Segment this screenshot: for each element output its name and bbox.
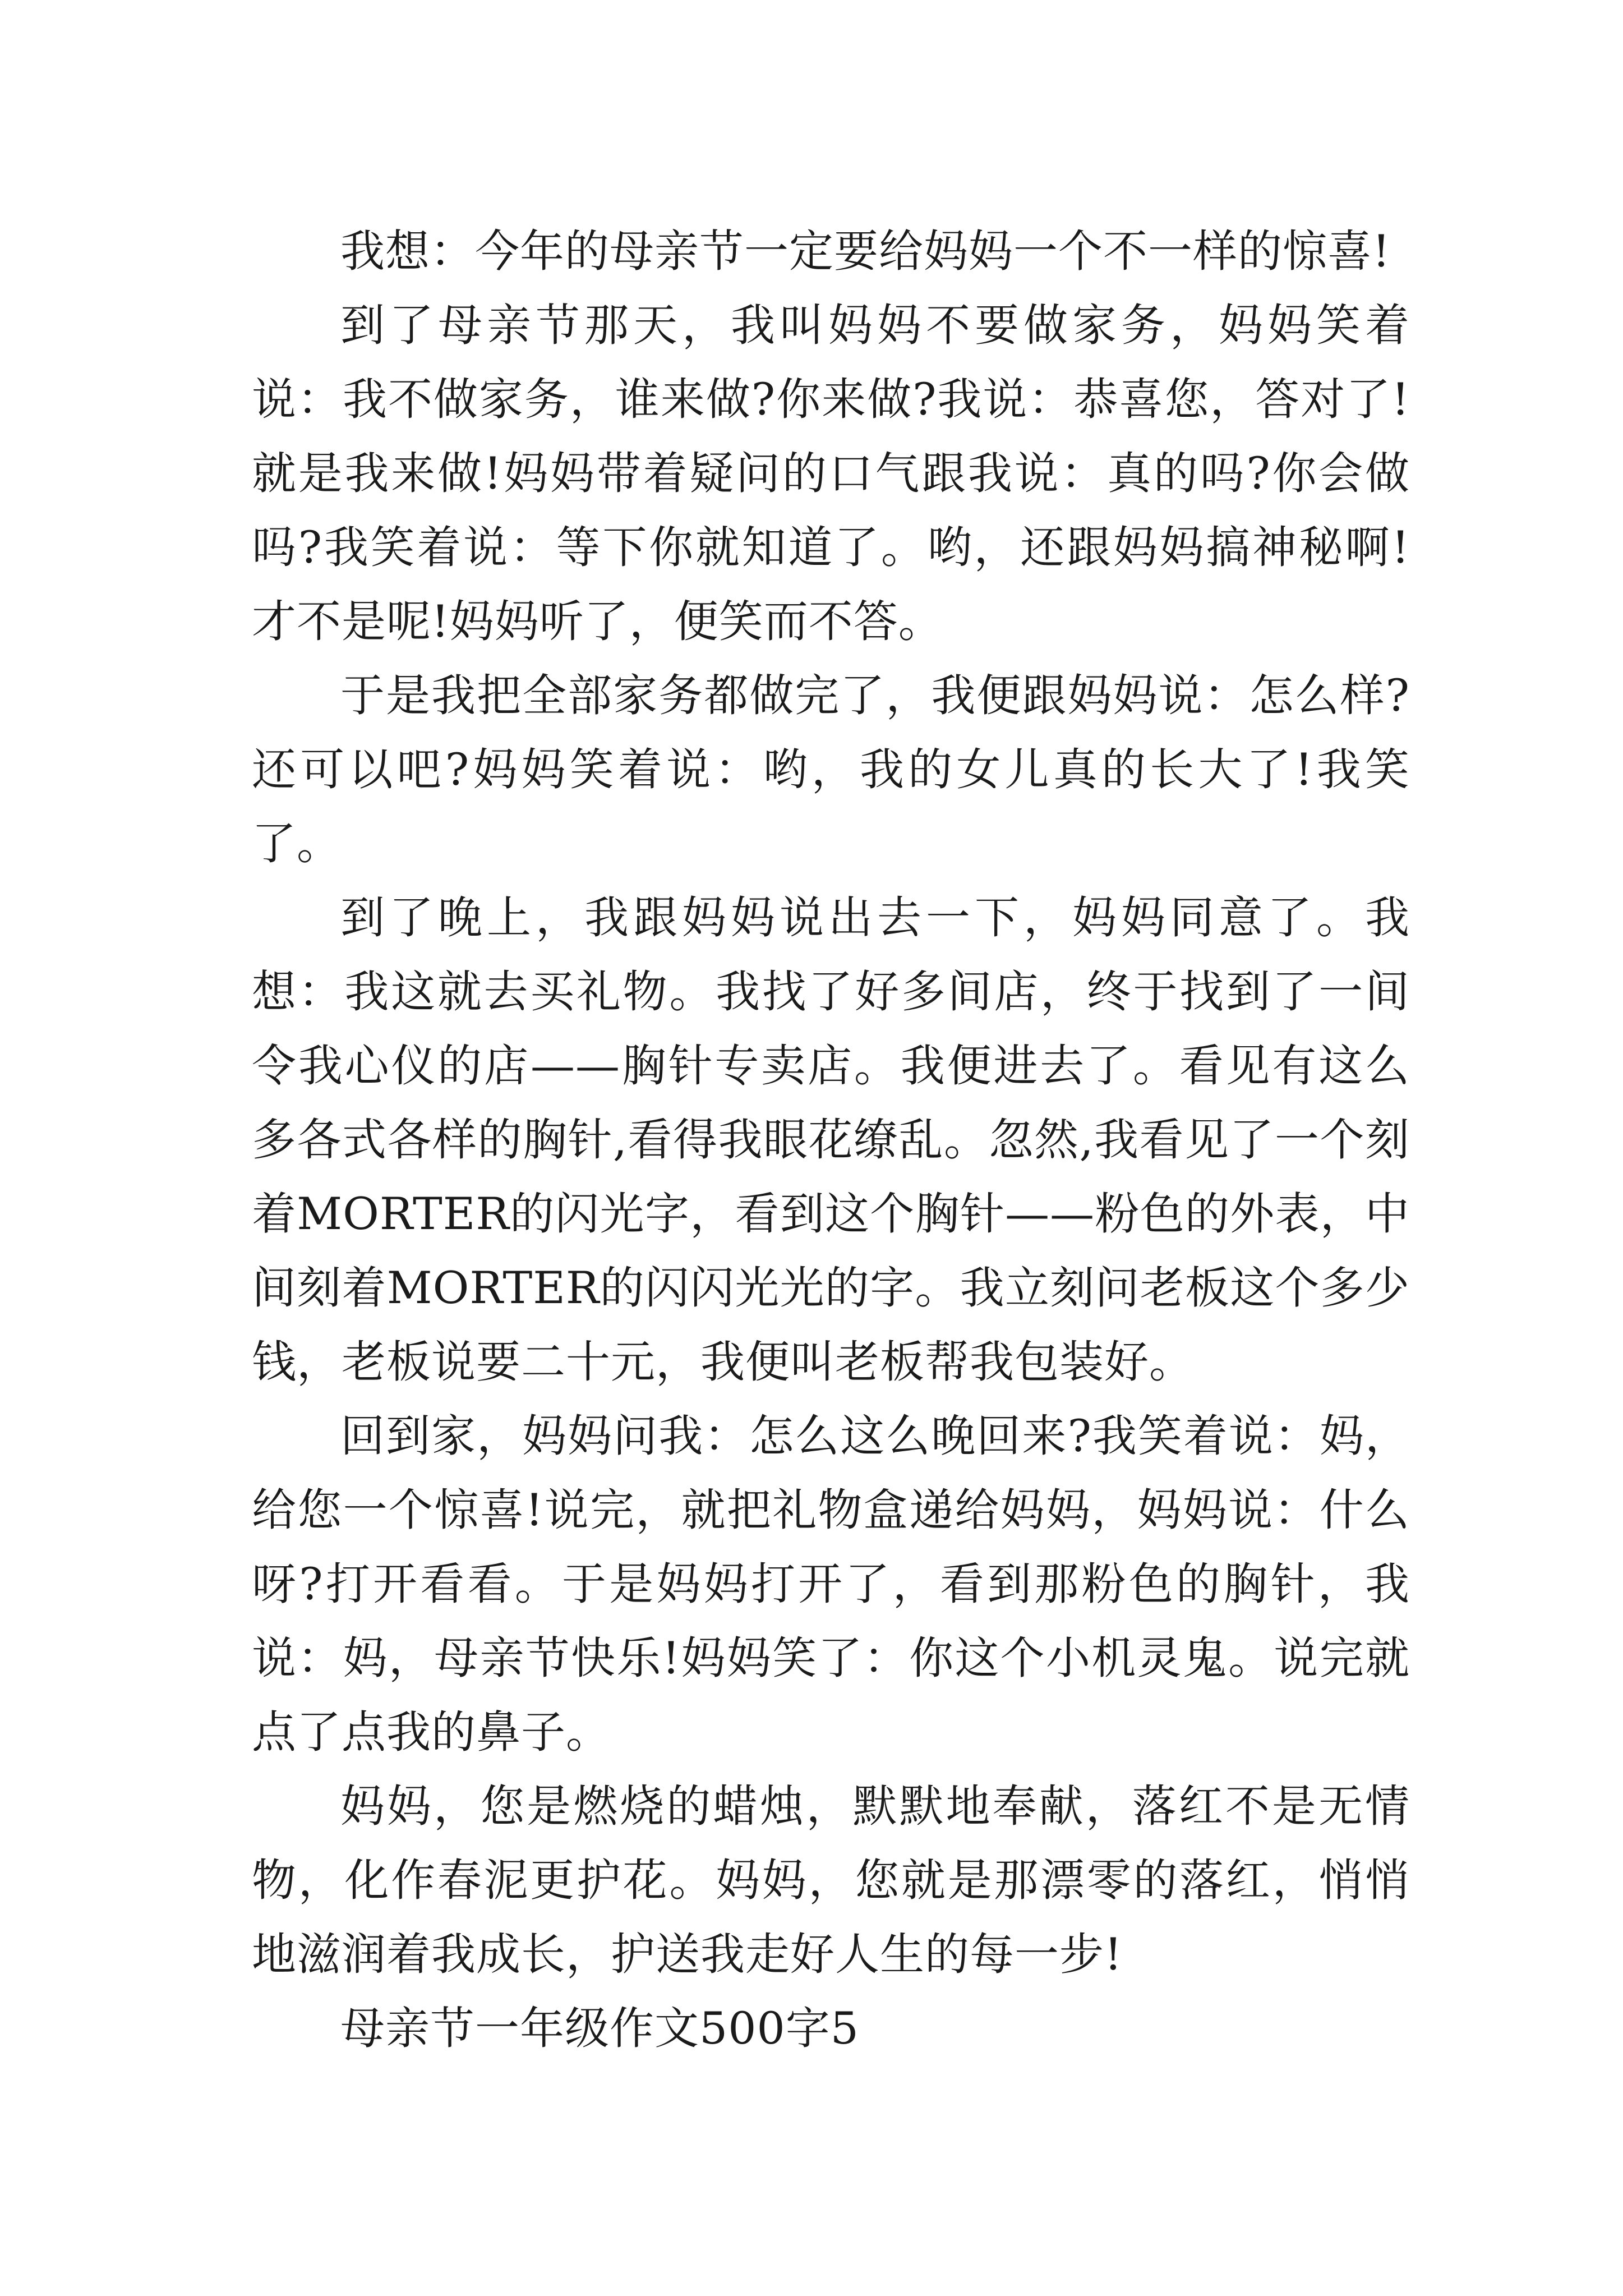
next-essay-title: 母亲节一年级作文500字5	[340, 2003, 860, 2054]
paragraph-intro: 我想：今年的母亲节一定要给妈妈一个不一样的惊喜!	[340, 226, 1391, 277]
paragraph-finished: 于是我把全部家务都做完了，我便跟妈妈说：怎么样?还可以吧?妈妈笑着说：哟，我的女儿真的长大了!我笑了。	[252, 670, 1410, 869]
paragraph-gift-shop: 到了晚上，我跟妈妈说出去一下，妈妈同意了。我想：我这就去买礼物。我找了好多间店，终于找到了一间令我心仪的店——胸针专卖店。我便进去了。看见有这么多各式各样的胸针,看得我眼花缭乱。忽然,我看见了一个刻着MORTER的闪光字，看到这个胸针——粉色的外表，中间刻着MORTER的闪闪光光的字。我立刻问老板这个多少钱，老板说要二十元，我便叫老板帮我包装好。	[252, 892, 1410, 1388]
paragraph-housework: 到了母亲节那天，我叫妈妈不要做家务，妈妈笑着说：我不做家务，谁来做?你来做?我说：恭喜您，答对了!就是我来做!妈妈带着疑问的口气跟我说：真的吗?你会做吗?我笑着说：等下你就知道了。哟，还跟妈妈搞神秘啊!才不是呢!妈妈听了，便笑而不答。	[252, 300, 1410, 647]
paragraph-surprise: 回到家，妈妈问我：怎么这么晚回来?我笑着说：妈，给您一个惊喜!说完，就把礼物盒递给妈妈，妈妈说：什么呀?打开看看。于是妈妈打开了，看到那粉色的胸针，我说：妈，母亲节快乐!妈妈笑了：你这个小机灵鬼。说完就点了点我的鼻子。	[252, 1410, 1410, 1758]
essay-body	[252, 214, 1410, 2065]
paragraph-tribute: 妈妈，您是燃烧的蜡烛，默默地奉献，落红不是无情物，化作春泥更护花。妈妈，您就是那漂零的落红，悄悄地滋润着我成长，护送我走好人生的每一步!	[252, 1780, 1410, 1980]
